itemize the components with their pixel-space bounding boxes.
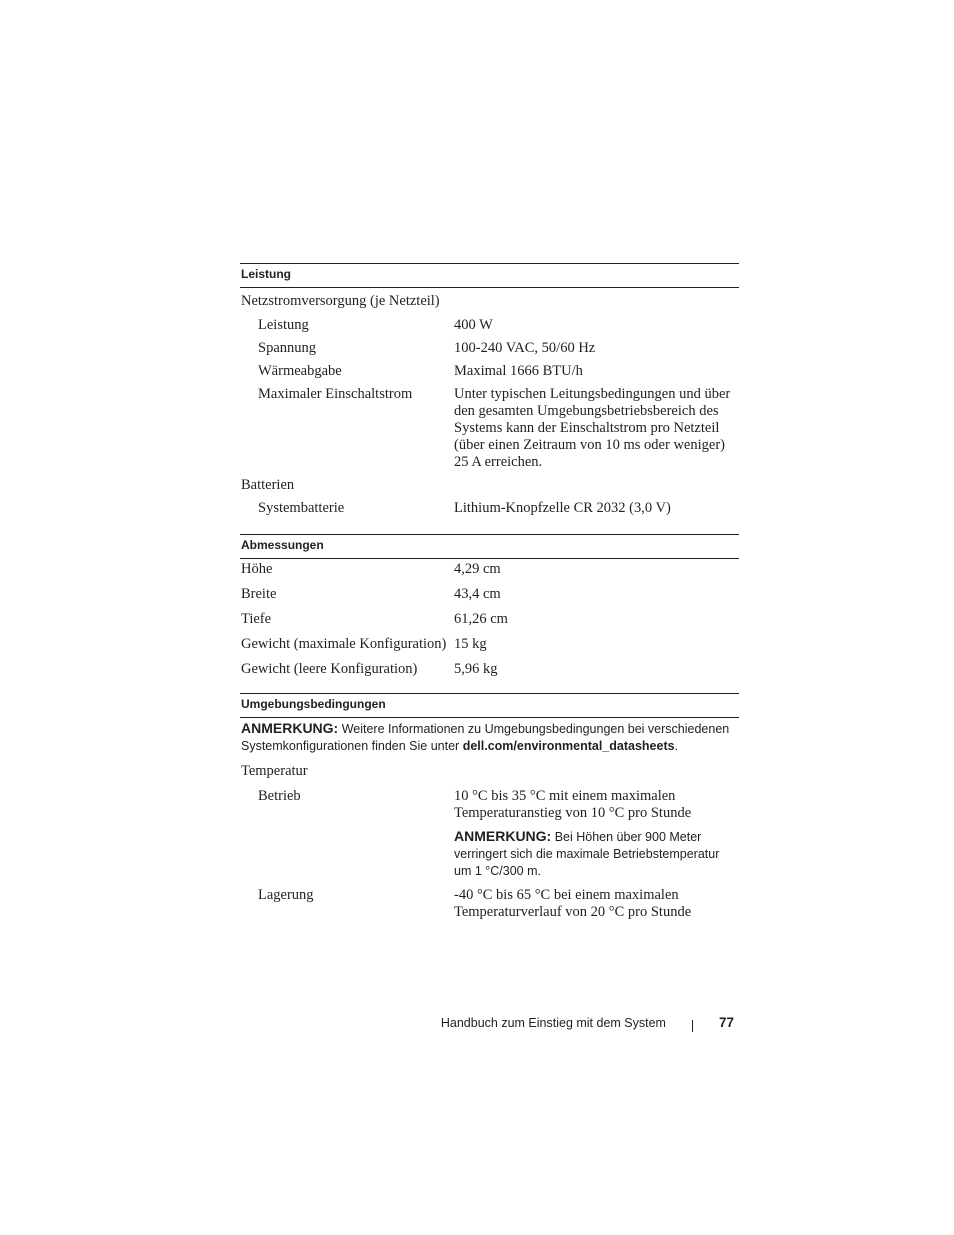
spec-value: -40 °C bis 65 °C bei einem maximalen Temperaturverlauf von 20 °C pro Stunde — [454, 887, 692, 920]
group-row-battery — [240, 477, 739, 494]
spec-value: 400 W — [454, 317, 493, 333]
spec-label: Maximaler Einschaltstrom — [258, 386, 413, 402]
section-header-leistung: Leistung — [240, 263, 739, 288]
spec-value: 100-240 VAC, 50/60 Hz — [454, 340, 596, 356]
section-header-abmessungen: Abmessungen — [240, 534, 739, 559]
section-header-umgebung: Umgebungsbedingungen — [240, 693, 739, 718]
spec-value: 4,29 cm — [454, 561, 501, 577]
page-number: 77 — [718, 1015, 734, 1030]
spec-label: Tiefe — [241, 611, 272, 627]
note-environment — [240, 720, 739, 755]
spec-row-lagerung — [240, 887, 739, 921]
spec-label: Betrieb — [258, 788, 301, 804]
betrieb-value-text: 10 °C bis 35 °C mit einem maximalen Temperaturanstieg von 10 °C pro Stunde — [454, 788, 692, 821]
note-operating — [454, 828, 739, 880]
group-label-power: Netzstromversorgung (je Netzteil) — [241, 293, 440, 309]
spec-value: Unter typischen Leitungsbedingungen und über den gesamten Umgebungsbetriebsbereich des Systems kann der Einschaltstrom pro Netzteil (über einen Zeitraum von 10 ms oder weniger) 25 A erreichen. — [454, 386, 731, 470]
spec-value: 15 kg — [454, 636, 487, 652]
spec-value-betrieb — [454, 788, 739, 880]
spec-label: Systembatterie — [258, 500, 345, 516]
note-text: Weitere Informationen zu Umgebungsbedingungen bei verschiedenen Systemkonfigurationen finden Sie unter — [241, 722, 730, 753]
footer-separator — [692, 1020, 693, 1032]
spec-value: 43,4 cm — [454, 586, 501, 602]
group-label-temperature: Temperatur — [241, 763, 308, 779]
spec-label: Lagerung — [258, 887, 314, 903]
spec-value: Lithium-Knopfzelle CR 2032 (3,0 V) — [454, 500, 671, 516]
spec-row-tiefe — [240, 611, 739, 628]
spec-label: Höhe — [241, 561, 273, 577]
leistung-body — [240, 293, 739, 517]
spec-row-hoehe — [240, 561, 739, 578]
note-end: . — [674, 739, 679, 753]
spec-value: 61,26 cm — [454, 611, 508, 627]
spec-label: Spannung — [258, 340, 316, 356]
spec-label: Gewicht (leere Konfiguration) — [241, 661, 418, 677]
spec-table — [240, 263, 739, 921]
spec-value: Maximal 1666 BTU/h — [454, 363, 583, 379]
spec-row-einschaltstrom — [240, 386, 739, 471]
spec-row-gewicht-max — [240, 636, 739, 653]
spec-label: Gewicht (maximale Konfiguration) — [241, 636, 447, 652]
note-label: ANMERKUNG: — [454, 828, 552, 844]
spec-row-gewicht-leer — [240, 661, 739, 678]
footer-title: Handbuch zum Einstieg mit dem System — [440, 1016, 666, 1030]
spec-label: Wärmeabgabe — [258, 363, 342, 379]
spec-row-breite — [240, 586, 739, 603]
abmessungen-body — [240, 561, 739, 678]
group-row-temperature — [240, 763, 739, 780]
environmental-datasheets-link[interactable]: dell.com/environmental_datasheets — [462, 739, 675, 753]
spec-label: Leistung — [258, 317, 309, 333]
note-label: ANMERKUNG: — [241, 720, 339, 736]
spec-row-betrieb — [240, 788, 739, 880]
page-footer — [441, 1015, 734, 1031]
note-text: Bei Höhen über 900 Meter verringert sich die maximale Betriebstemperatur um 1 °C/300 m. — [454, 830, 720, 878]
spec-row-leistung — [240, 317, 739, 334]
group-label-battery: Batterien — [241, 477, 295, 493]
umgebung-body — [240, 720, 739, 921]
spec-label: Breite — [241, 586, 277, 602]
spec-value: 5,96 kg — [454, 661, 498, 677]
spec-row-waermeabgabe — [240, 363, 739, 380]
group-row-power — [240, 293, 739, 310]
spec-row-systembatterie — [240, 500, 739, 517]
spec-row-spannung — [240, 340, 739, 357]
